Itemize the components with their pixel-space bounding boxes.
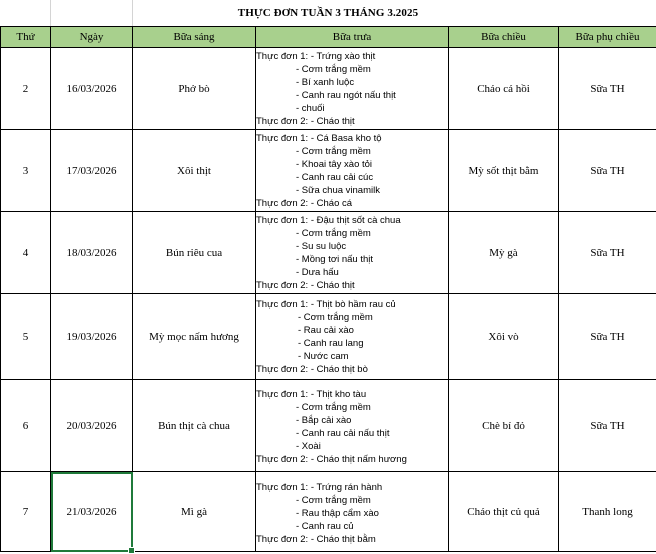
cell-ngay[interactable]: 19/03/2026	[51, 294, 133, 380]
lunch-line: Thực đơn 2: - Cháo thịt	[256, 115, 448, 128]
menu-table	[0, 26, 656, 552]
lunch-line: - Canh rau lang	[256, 337, 448, 350]
cell-bua-trua[interactable]	[256, 48, 449, 130]
header-bua-sang[interactable]: Bữa sáng	[133, 27, 256, 48]
lunch-line: - Bắp cải xào	[256, 414, 448, 427]
lunch-line: - Cơm trắng mềm	[256, 401, 448, 414]
lunch-line: Thực đơn 2: - Cháo thịt nấm hương	[256, 453, 448, 466]
table-row	[1, 130, 656, 212]
cell-bua-sang[interactable]: Xôi thịt	[133, 130, 256, 212]
cell-bua-sang[interactable]: Bún thịt cà chua	[133, 380, 256, 472]
lunch-line: - Cơm trắng mềm	[256, 145, 448, 158]
lunch-line: Thực đơn 2: - Cháo cá	[256, 197, 448, 210]
lunch-line: Thực đơn 1: - Cá Basa kho tộ	[256, 132, 448, 145]
title-cell[interactable]	[0, 0, 656, 27]
cell-bua-phu-chieu[interactable]: Sữa TH	[559, 294, 656, 380]
cell-thu[interactable]: 4	[1, 212, 51, 294]
header-ngay[interactable]: Ngày	[51, 27, 133, 48]
lunch-line: - Cơm trắng mềm	[256, 227, 448, 240]
cell-thu[interactable]: 7	[1, 472, 51, 552]
cell-bua-chieu[interactable]: Cháo thịt củ quả	[449, 472, 559, 552]
lunch-line: Thực đơn 2: - Cháo thịt	[256, 279, 448, 292]
cell-ngay[interactable]: 16/03/2026	[51, 48, 133, 130]
lunch-line: Thực đơn 2: - Cháo thịt bò	[256, 363, 448, 376]
lunch-line: - Nước cam	[256, 350, 448, 363]
table-row	[1, 472, 656, 552]
cell-bua-chieu[interactable]: Chè bí đỏ	[449, 380, 559, 472]
cell-bua-trua[interactable]	[256, 212, 449, 294]
cell-thu[interactable]: 5	[1, 294, 51, 380]
lunch-line: Thực đơn 1: - Trứng rán hành	[256, 481, 448, 494]
cell-ngay-selected[interactable]	[51, 472, 133, 552]
header-row	[1, 27, 656, 48]
lunch-line: Thực đơn 1: - Đậu thịt sốt cà chua	[256, 214, 448, 227]
lunch-line: - Mồng tơi nấu thịt	[256, 253, 448, 266]
lunch-line: - Cơm trắng mềm	[256, 63, 448, 76]
lunch-line: - Rau thập cẩm xào	[256, 507, 448, 520]
lunch-line: - Canh rau củ	[256, 520, 448, 533]
lunch-line: - Rau cải xào	[256, 324, 448, 337]
lunch-line: - Canh rau ngót nấu thịt	[256, 89, 448, 102]
table-row	[1, 48, 656, 130]
table-row	[1, 380, 656, 472]
lunch-line: Thực đơn 1: - Trứng xào thịt	[256, 50, 448, 63]
cell-bua-chieu[interactable]: Mỳ gà	[449, 212, 559, 294]
cell-bua-trua[interactable]	[256, 472, 449, 552]
cell-bua-phu-chieu[interactable]: Sữa TH	[559, 130, 656, 212]
fill-handle[interactable]	[128, 547, 135, 554]
lunch-line: Thực đơn 1: - Thịt kho tàu	[256, 388, 448, 401]
cell-bua-chieu[interactable]: Cháo cá hồi	[449, 48, 559, 130]
cell-bua-trua[interactable]	[256, 294, 449, 380]
cell-bua-trua[interactable]	[256, 130, 449, 212]
lunch-line: - chuối	[256, 102, 448, 115]
cell-bua-sang[interactable]: Bún riêu cua	[133, 212, 256, 294]
cell-ngay[interactable]: 20/03/2026	[51, 380, 133, 472]
menu-title: THỰC ĐƠN TUẦN 3 THÁNG 3.2025	[238, 7, 418, 19]
lunch-line: - Canh rau cải nấu thịt	[256, 427, 448, 440]
cell-bua-chieu[interactable]: Mỳ sốt thịt bằm	[449, 130, 559, 212]
header-bua-chieu[interactable]: Bữa chiều	[449, 27, 559, 48]
lunch-line: - Cơm trắng mềm	[256, 311, 448, 324]
lunch-line: - Sữa chua vinamilk	[256, 184, 448, 197]
header-bua-trua[interactable]: Bữa trưa	[256, 27, 449, 48]
header-bua-phu-chieu[interactable]: Bữa phụ chiều	[559, 27, 656, 48]
cell-bua-trua[interactable]	[256, 380, 449, 472]
lunch-line: - Bí xanh luộc	[256, 76, 448, 89]
cell-bua-phu-chieu[interactable]: Thanh long	[559, 472, 656, 552]
lunch-line: - Dưa hấu	[256, 266, 448, 279]
cell-bua-sang[interactable]: Mì gà	[133, 472, 256, 552]
cell-bua-phu-chieu[interactable]: Sữa TH	[559, 48, 656, 130]
lunch-line: - Xoài	[256, 440, 448, 453]
table-row	[1, 294, 656, 380]
lunch-line: Thực đơn 2: - Cháo thịt bằm	[256, 533, 448, 546]
cell-bua-sang[interactable]: Phở bò	[133, 48, 256, 130]
cell-bua-chieu[interactable]: Xôi vò	[449, 294, 559, 380]
lunch-line: - Khoai tây xào tỏi	[256, 158, 448, 171]
lunch-line: - Canh rau cải cúc	[256, 171, 448, 184]
cell-ngay[interactable]: 17/03/2026	[51, 130, 133, 212]
cell-bua-sang[interactable]: Mỳ mọc nấm hương	[133, 294, 256, 380]
header-thu[interactable]: Thứ	[1, 27, 51, 48]
lunch-line: Thực đơn 1: - Thịt bò hầm rau củ	[256, 298, 448, 311]
table-row	[1, 212, 656, 294]
lunch-line: - Cơm trắng mềm	[256, 494, 448, 507]
cell-ngay-text: 21/03/2026	[66, 506, 116, 518]
cell-bua-phu-chieu[interactable]: Sữa TH	[559, 212, 656, 294]
lunch-line: - Su su luộc	[256, 240, 448, 253]
cell-thu[interactable]: 6	[1, 380, 51, 472]
cell-thu[interactable]: 2	[1, 48, 51, 130]
cell-ngay[interactable]: 18/03/2026	[51, 212, 133, 294]
cell-bua-phu-chieu[interactable]: Sữa TH	[559, 380, 656, 472]
cell-thu[interactable]: 3	[1, 130, 51, 212]
